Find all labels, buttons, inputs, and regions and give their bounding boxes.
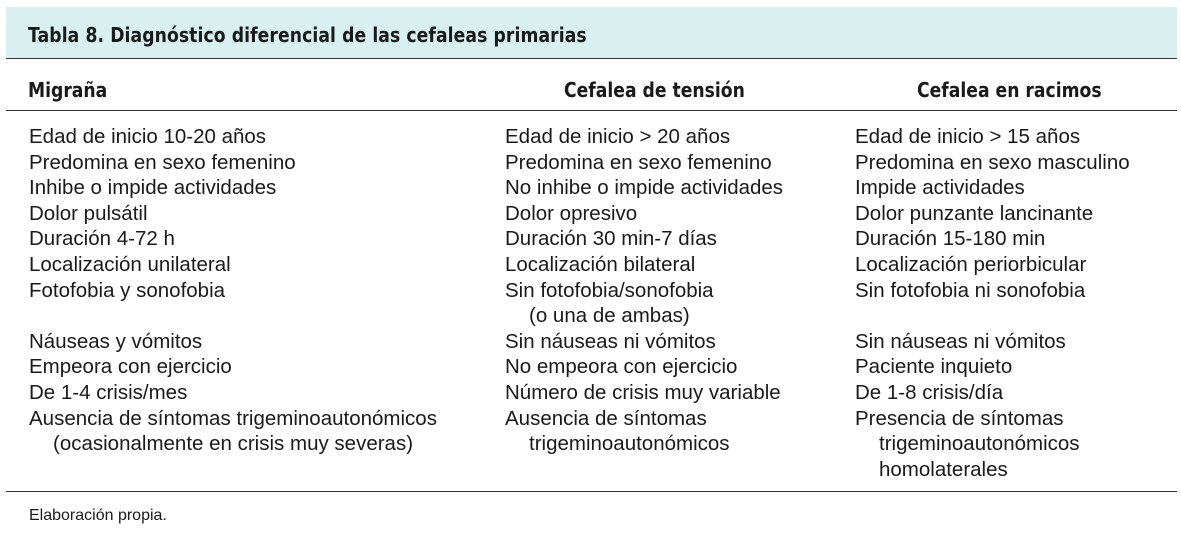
- table-cell-line: De 1-8 crisis/día: [855, 380, 1004, 404]
- column-tension: [505, 124, 783, 457]
- column-migrana: [29, 124, 437, 457]
- table-cell-line: Paciente inquieto: [855, 355, 1013, 379]
- table-cell-line: Localización bilateral: [505, 252, 696, 276]
- table-cell-line: Duración 4-72 h: [29, 227, 175, 251]
- column-header-racimos: Cefalea en racimos: [917, 78, 1102, 102]
- table-cell-line: Presencia de síntomas: [855, 406, 1064, 430]
- table-cell-line: No inhibe o impide actividades: [505, 176, 784, 200]
- table-cell-line: Número de crisis muy variable: [505, 380, 781, 404]
- column-header-migrana: Migraña: [28, 78, 108, 102]
- table-header-row: [6, 60, 1177, 111]
- table-cell-line: Predomina en sexo masculino: [855, 150, 1130, 174]
- table-cell-line: Edad de inicio 10-20 años: [29, 125, 267, 148]
- table-cell-line: [855, 303, 1130, 329]
- table-cell-line: Náuseas y vómitos: [29, 329, 203, 353]
- column-header-tension: Cefalea de tensión: [564, 78, 745, 102]
- table-cell-line: Localización periorbicular: [855, 252, 1087, 276]
- table-cell-line: Localización unilateral: [29, 252, 231, 276]
- table-cell-line: Inhibe o impide actividades: [29, 176, 277, 200]
- table-cell-line: Sin náuseas ni vómitos: [855, 329, 1066, 353]
- table-cell-line: Edad de inicio > 15 años: [855, 125, 1081, 148]
- table-title-bar: [6, 7, 1177, 59]
- table-cell-line: trigeminoautonómicos: [529, 432, 730, 456]
- table-cell-line: Impide actividades: [855, 176, 1025, 200]
- table-cell-line: Dolor pulsátil: [29, 201, 148, 225]
- table-cell-line: Sin náuseas ni vómitos: [505, 329, 716, 353]
- table-title: Tabla 8. Diagnóstico diferencial de las cefaleas primarias: [28, 23, 587, 47]
- table-footnote: Elaboración propia.: [29, 507, 167, 524]
- table-cell-line: Dolor punzante lancinante: [855, 201, 1094, 225]
- table-cell-line: Sin fotofobia/sonofobia: [505, 278, 714, 302]
- table-cell-line: (o una de ambas): [529, 304, 690, 328]
- table-cell-line: [29, 303, 437, 329]
- table-cell-line: Fotofobia y sonofobia: [29, 278, 226, 302]
- table-cell-line: trigeminoautonómicos: [879, 432, 1080, 456]
- table-cell-line: Ausencia de síntomas: [505, 406, 707, 430]
- table-cell-line: Ausencia de síntomas trigeminoautonómicos: [29, 406, 437, 430]
- table-bottom-rule: [6, 491, 1177, 492]
- table-cell-line: Sin fotofobia ni sonofobia: [855, 278, 1086, 302]
- table-cell-line: Duración 30 min-7 días: [505, 227, 717, 251]
- table-cell-line: Edad de inicio > 20 años: [505, 125, 731, 148]
- table-cell-line: (ocasionalmente en crisis muy severas): [53, 432, 414, 456]
- table-cell-line: De 1-4 crisis/mes: [29, 380, 188, 404]
- table-cell-line: Predomina en sexo femenino: [505, 150, 772, 174]
- table-cell-line: Predomina en sexo femenino: [29, 150, 296, 174]
- table-cell-line: Empeora con ejercicio: [29, 355, 232, 379]
- table-cell-line: Dolor opresivo: [505, 201, 638, 225]
- table-cell-line: No empeora con ejercicio: [505, 355, 738, 379]
- column-racimos: [855, 124, 1130, 482]
- table-cell-line: homolaterales: [879, 457, 1008, 481]
- table-cell-line: Duración 15-180 min: [855, 227, 1046, 251]
